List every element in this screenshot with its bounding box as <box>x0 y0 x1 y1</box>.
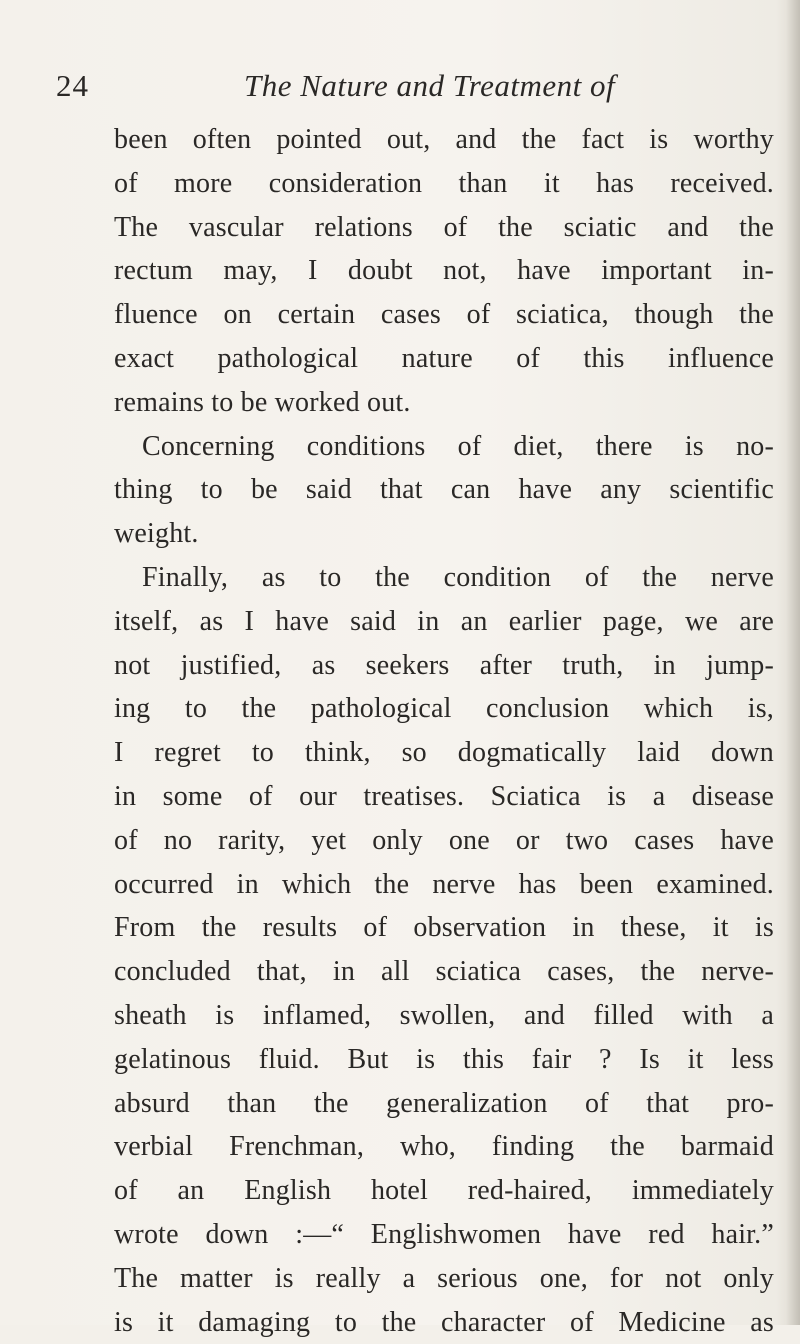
text-line: fluence on certain cases of sciatica, though the <box>114 299 774 331</box>
text-line: concluded that, in all sciatica cases, the nerve- <box>114 956 774 988</box>
text-line: Finally, as to the condition of the nerve <box>142 561 774 593</box>
text-line: absurd than the generalization of that pro- <box>114 1087 774 1119</box>
text-line: sheath is inflamed, swollen, and filled with a <box>114 999 774 1031</box>
text-line: Concerning conditions of diet, there is no- <box>142 430 774 462</box>
body-text <box>114 118 774 1344</box>
text-line: itself, as I have said in an earlier page, we are <box>114 605 774 637</box>
text-line: exact pathological nature of this influence <box>114 342 774 374</box>
text-line: of more consideration than it has received. <box>114 167 774 199</box>
text-line: of an English hotel red-haired, immediately <box>114 1175 774 1207</box>
text-line: weight. <box>114 518 199 550</box>
text-line: I regret to think, so dogmatically laid down <box>114 737 774 769</box>
text-line: From the results of observation in these, it is <box>114 912 774 944</box>
text-line: of no rarity, yet only one or two cases have <box>114 824 774 856</box>
text-line: been often pointed out, and the fact is worthy <box>114 124 774 155</box>
text-line: gelatinous fluid. But is this fair ? Is it less <box>114 1043 774 1075</box>
text-line: in some of our treatises. Sciatica is a disease <box>114 780 774 812</box>
text-line: ing to the pathological conclusion which is, <box>114 693 774 725</box>
page-number: 24 <box>56 68 89 103</box>
running-title: The Nature and Treatment of <box>244 68 616 103</box>
text-line: is it damaging to the character of Medicine as <box>114 1306 774 1338</box>
page-edge-shadow <box>786 0 800 1325</box>
text-line: remains to be worked out. <box>114 386 411 418</box>
text-line: thing to be said that can have any scientific <box>114 474 774 506</box>
text-line: not justified, as seekers after truth, in jump- <box>114 649 774 681</box>
text-line: The matter is really a serious one, for not only <box>114 1262 774 1294</box>
text-line: The vascular relations of the sciatic and the <box>114 211 774 243</box>
text-line: rectum may, I doubt not, have important in- <box>114 255 774 287</box>
text-line: occurred in which the nerve has been examined. <box>114 868 774 900</box>
page-header <box>56 68 756 118</box>
text-line: verbial Frenchman, who, finding the barmaid <box>114 1131 774 1163</box>
text-line: wrote down :—“ Englishwomen have red hair.” <box>114 1218 774 1250</box>
